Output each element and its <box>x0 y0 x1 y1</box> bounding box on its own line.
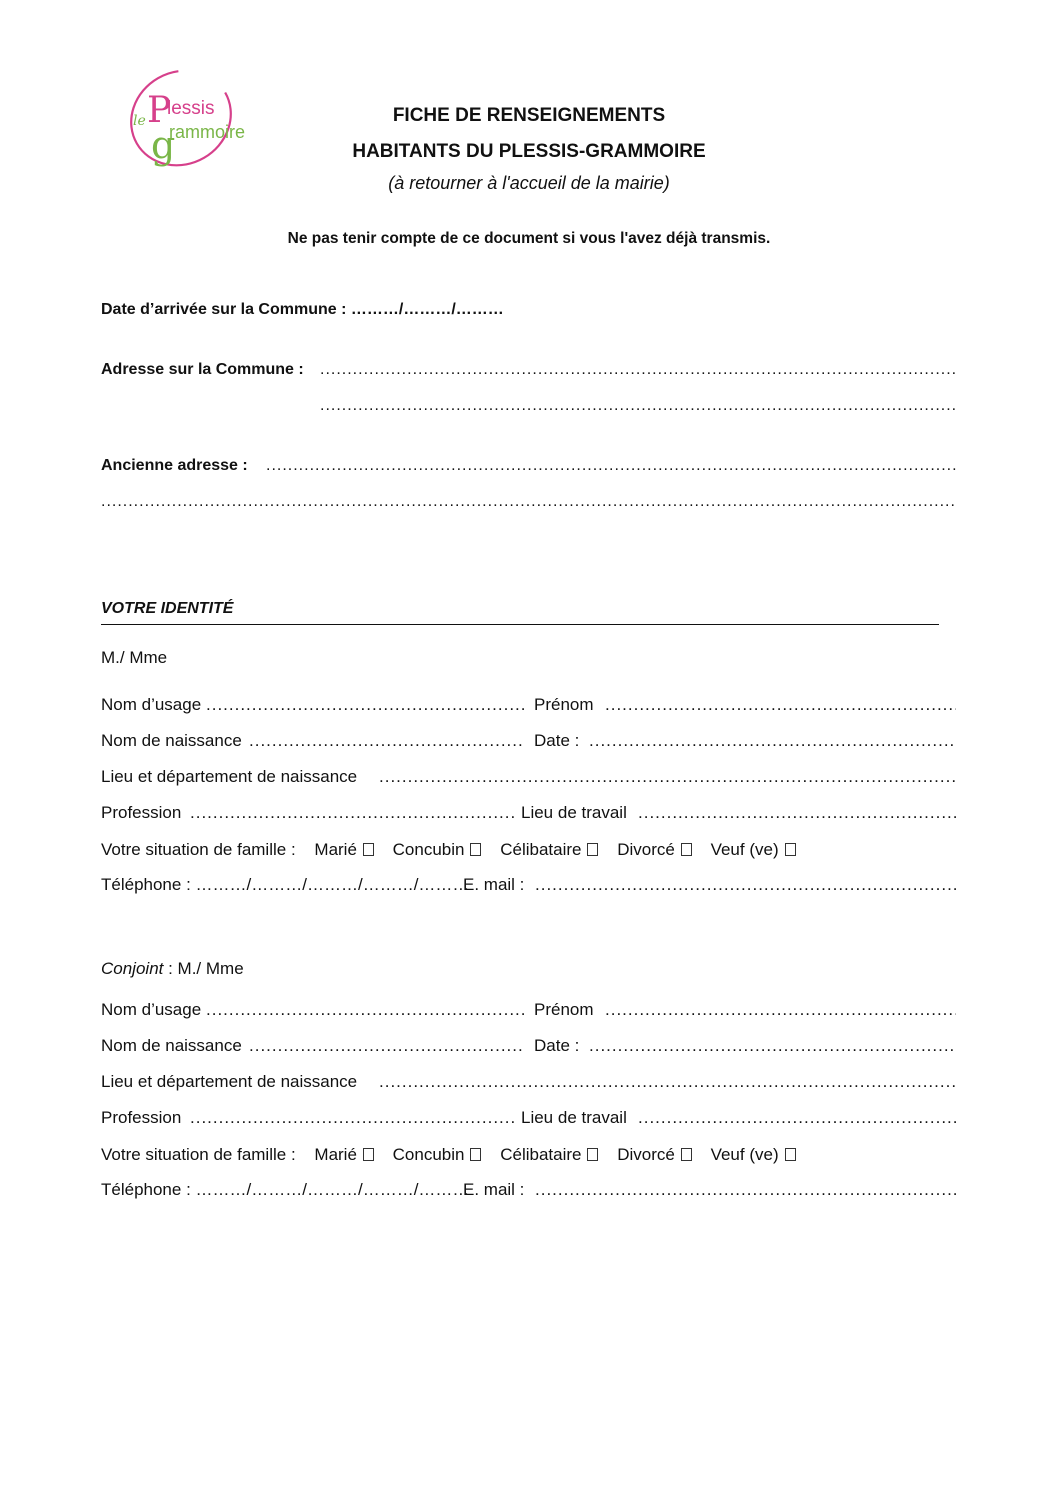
date-naissance-field[interactable] <box>589 731 956 751</box>
spouse-divorce-checkbox[interactable] <box>681 1148 692 1161</box>
spouse-marie-option[interactable] <box>314 1145 374 1164</box>
identity-section-title: VOTRE IDENTITÉ <box>101 600 234 617</box>
profession-field[interactable] <box>190 803 514 823</box>
spouse-veuf-option[interactable] <box>711 1145 796 1164</box>
spouse-veuf-checkbox[interactable] <box>785 1148 796 1161</box>
nom-naissance-label: Nom de naissance <box>101 731 242 750</box>
spouse-civility-row <box>101 959 244 979</box>
old-address-field-line1[interactable] <box>266 457 956 475</box>
spouse-email-label: E. mail : <box>463 1180 525 1199</box>
nom-naissance-field[interactable] <box>249 731 524 751</box>
spouse-concubin-checkbox[interactable] <box>470 1148 481 1161</box>
spouse-celibataire-option[interactable] <box>500 1145 598 1164</box>
address-field-line2[interactable] <box>320 397 956 415</box>
marie-option[interactable] <box>314 840 374 859</box>
spouse-profession-label: Profession <box>101 1108 182 1127</box>
spouse-lieu-field[interactable] <box>379 1072 956 1092</box>
profession-label: Profession <box>101 803 182 822</box>
prenom-field[interactable] <box>605 695 956 715</box>
spouse-veuf-label: Veuf (ve) <box>710 1145 779 1164</box>
concubin-label: Concubin <box>392 840 465 859</box>
form-title: FICHE DE RENSEIGNEMENTS <box>392 105 666 126</box>
spouse-celibataire-checkbox[interactable] <box>587 1148 598 1161</box>
veuf-option[interactable] <box>711 840 796 859</box>
spouse-telephone-row <box>101 1180 469 1200</box>
lieu-naissance-field[interactable] <box>379 767 956 787</box>
svg-text:P: P <box>147 90 172 131</box>
prenom-label: Prénom <box>534 695 594 714</box>
spouse-situation-label: Votre situation de famille : <box>101 1145 296 1164</box>
arrival-date-field[interactable]: ………/………/……… <box>350 301 504 318</box>
arrival-date-row <box>101 301 504 319</box>
spouse-celibataire-label: Célibataire <box>500 1145 582 1164</box>
divorce-option[interactable] <box>617 840 692 859</box>
marie-label: Marié <box>314 840 357 859</box>
spouse-date-label: Date : <box>534 1036 580 1055</box>
spouse-telephone-label: Téléphone : <box>101 1180 191 1199</box>
spouse-civility: : M./ Mme <box>163 959 244 978</box>
spouse-prenom-field[interactable] <box>605 1000 956 1020</box>
concubin-option[interactable] <box>393 840 482 859</box>
celibataire-option[interactable] <box>500 840 598 859</box>
form-subtitle-commune: HABITANTS DU PLESSIS-GRAMMOIRE <box>352 141 706 162</box>
situation-row <box>101 840 796 860</box>
spouse-marie-checkbox[interactable] <box>363 1148 374 1161</box>
email-label: E. mail : <box>463 875 525 894</box>
spouse-lieu-travail-label: Lieu de travail <box>521 1108 627 1127</box>
spouse-profession-field[interactable] <box>190 1108 514 1128</box>
spouse-lieu-travail-field[interactable] <box>638 1108 956 1128</box>
nom-usage-label: Nom d’usage <box>101 695 202 714</box>
address-field-line1[interactable] <box>320 361 956 379</box>
veuf-label: Veuf (ve) <box>710 840 779 859</box>
spouse-lieu-label: Lieu et département de naissance <box>101 1072 358 1091</box>
celibataire-checkbox[interactable] <box>587 843 598 856</box>
spouse-concubin-label: Concubin <box>392 1145 465 1164</box>
concubin-checkbox[interactable] <box>470 843 481 856</box>
telephone-label: Téléphone : <box>101 875 191 894</box>
svg-text:g: g <box>151 123 176 167</box>
celibataire-label: Célibataire <box>500 840 582 859</box>
svg-text:rammoire: rammoire <box>169 122 246 142</box>
spouse-nom-usage-label: Nom d’usage <box>101 1000 202 1019</box>
spouse-marie-label: Marié <box>314 1145 357 1164</box>
lieu-travail-field[interactable] <box>638 803 956 823</box>
spouse-nom-naissance-label: Nom de naissance <box>101 1036 242 1055</box>
svg-text:le: le <box>133 113 146 129</box>
veuf-checkbox[interactable] <box>785 843 796 856</box>
nom-usage-field[interactable] <box>206 695 524 715</box>
return-instruction: (à retourner à l'accueil de la mairie) <box>388 173 670 193</box>
old-address-label: Ancienne adresse : <box>101 457 248 474</box>
spouse-nom-usage-field[interactable] <box>206 1000 524 1020</box>
email-field[interactable] <box>535 875 956 895</box>
notice-text: Ne pas tenir compte de ce document si vous l'avez déjà transmis. <box>287 230 771 247</box>
situation-label: Votre situation de famille : <box>101 840 296 859</box>
telephone-row <box>101 875 469 895</box>
spouse-telephone-field[interactable]: ………/………/………/………/……… <box>195 1180 470 1199</box>
spouse-concubin-option[interactable] <box>393 1145 482 1164</box>
address-label: Adresse sur la Commune : <box>101 361 304 378</box>
divorce-label: Divorcé <box>617 840 675 859</box>
spouse-divorce-option[interactable] <box>617 1145 692 1164</box>
spouse-date-field[interactable] <box>589 1036 956 1056</box>
divorce-checkbox[interactable] <box>681 843 692 856</box>
lieu-naissance-label: Lieu et département de naissance <box>101 767 358 786</box>
spouse-label: Conjoint <box>101 959 164 978</box>
spouse-divorce-label: Divorcé <box>617 1145 675 1164</box>
spouse-prenom-label: Prénom <box>534 1000 594 1019</box>
section-divider <box>101 624 939 625</box>
spouse-situation-row <box>101 1145 796 1165</box>
date-naissance-label: Date : <box>534 731 580 750</box>
telephone-field[interactable]: ………/………/………/………/……… <box>195 875 470 894</box>
marie-checkbox[interactable] <box>363 843 374 856</box>
arrival-date-label: Date d’arrivée sur la Commune : <box>101 301 347 318</box>
svg-text:lessis: lessis <box>167 98 215 119</box>
lieu-travail-label: Lieu de travail <box>521 803 627 822</box>
identity-civility: M./ Mme <box>101 648 168 667</box>
spouse-email-field[interactable] <box>535 1180 956 1200</box>
spouse-nom-naissance-field[interactable] <box>249 1036 524 1056</box>
old-address-field-line2[interactable] <box>101 493 956 511</box>
